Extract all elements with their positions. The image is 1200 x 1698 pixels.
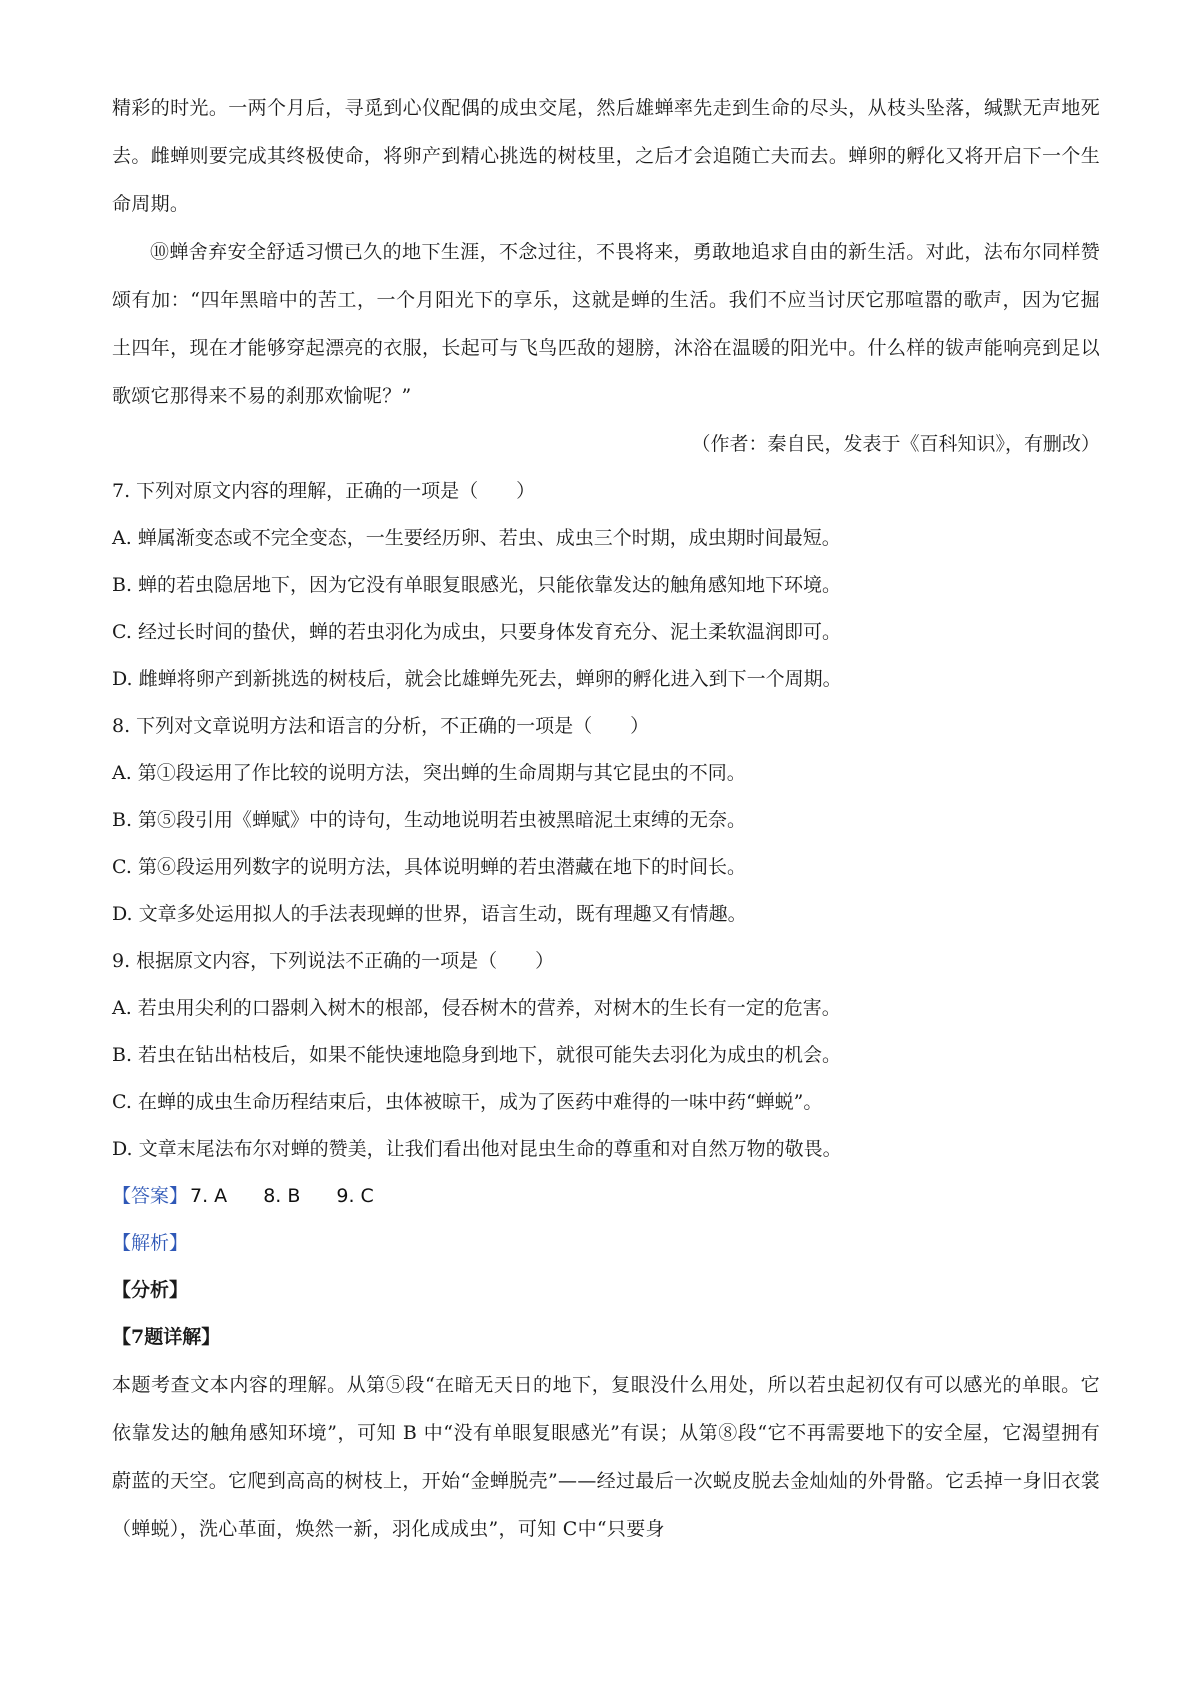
passage-paragraph-9-tail: 精彩的时光。一两个月后，寻觅到心仪配偶的成虫交尾，然后雄蝉率先走到生命的尽头，从枝头坠落，缄默无声地死去。雌蝉则要完成其终极使命，将卵产到精心挑选的树枝里，之后才会追随亡夫而去。蝉卵的孵化又将开启下一个生命周期。 — [112, 97, 1100, 215]
question-stem: 9. 根据原文内容，下列说法不正确的一项是（ ） — [112, 950, 555, 972]
answer-7: 7. A — [190, 1185, 228, 1207]
answer-line — [112, 1173, 1100, 1220]
answer-9: 9. C — [336, 1185, 374, 1207]
question-7-detail-text: 本题考查文本内容的理解。从第⑤段“在暗无天日的地下，复眼没什么用处，所以若虫起初仅有可以感光的单眼。它依靠发达的触角感知环境”，可知 B 中“没有单眼复眼感光”有误；从第⑧段“它不再需要地下的安全屋，它渴望拥有蔚蓝的天空。它爬到高高的树枝上，开始“金蝉脱壳”——经过最后一次蜕皮脱去金灿灿的外骨骼。它丢掉一身旧衣裳（蝉蜕），洗心革面，焕然一新，羽化成成虫”，可知 C中“只要身 — [112, 1374, 1100, 1540]
option-d: D. 雌蝉将卵产到新挑选的树枝后，就会比雄蝉先死去，蝉卵的孵化进入到下一个周期。 — [112, 668, 842, 690]
question-7 — [112, 468, 1100, 703]
option-c: C. 经过长时间的蛰伏，蝉的若虫羽化为成虫，只要身体发育充分、泥土柔软温润即可。 — [112, 621, 841, 643]
option-c: C. 第⑥段运用列数字的说明方法，具体说明蝉的若虫潜藏在地下的时间长。 — [112, 856, 746, 878]
question-8 — [112, 703, 1100, 938]
answer-8: 8. B — [263, 1185, 301, 1207]
question-stem: 8. 下列对文章说明方法和语言的分析，不正确的一项是（ ） — [112, 715, 650, 737]
option-a: A. 若虫用尖利的口器刺入树木的根部，侵吞树木的营养，对树木的生长有一定的危害。 — [112, 997, 841, 1019]
option-d: D. 文章多处运用拟人的手法表现蝉的世界，语言生动，既有理趣又有情趣。 — [112, 903, 747, 925]
document-content — [112, 84, 1100, 1553]
question-stem: 7. 下列对原文内容的理解，正确的一项是（ ） — [112, 480, 536, 502]
option-b: B. 蝉的若虫隐居地下，因为它没有单眼复眼感光，只能依靠发达的触角感知地下环境。 — [112, 574, 842, 596]
analysis-heading: 【分析】 — [112, 1279, 189, 1301]
answer-label: 【答案】 — [112, 1185, 189, 1207]
option-a: A. 蝉属渐变态或不完全变态，一生要经历卵、若虫、成虫三个时期，成虫期时间最短。 — [112, 527, 841, 549]
option-d: D. 文章末尾法布尔对蝉的赞美，让我们看出他对昆虫生命的尊重和对自然万物的敬畏。 — [112, 1138, 842, 1160]
passage-paragraph-10: ⑩蝉舍弃安全舒适习惯已久的地下生涯，不念过往，不畏将来，勇敢地追求自由的新生活。对此，法布尔同样赞颂有加：“四年黑暗中的苦工，一个月阳光下的享乐，这就是蝉的生活。我们不应当讨厌它那喧嚣的歌声，因为它掘土四年，现在才能够穿起漂亮的衣服，长起可与飞鸟匹敌的翅膀，沐浴在温暖的阳光中。什么样的钹声能响亮到足以歌颂它那得来不易的刹那欢愉呢？” — [112, 241, 1100, 407]
question-9 — [112, 938, 1100, 1173]
option-b: B. 第⑤段引用《蝉赋》中的诗句，生动地说明若虫被黑暗泥土束缚的无奈。 — [112, 809, 747, 831]
question-7-detail-heading: 【7题详解】 — [112, 1326, 221, 1348]
analysis-label: 【解析】 — [112, 1232, 189, 1254]
option-c: C. 在蝉的成虫生命历程结束后，虫体被晾干，成为了医药中难得的一味中药“蝉蜕”。 — [112, 1091, 823, 1113]
passage-source: （作者：秦自民，发表于《百科知识》，有删改） — [691, 433, 1100, 455]
option-b: B. 若虫在钻出枯枝后，如果不能快速地隐身到地下，就很可能失去羽化为成虫的机会。 — [112, 1044, 842, 1066]
option-a: A. 第①段运用了作比较的说明方法，突出蝉的生命周期与其它昆虫的不同。 — [112, 762, 746, 784]
